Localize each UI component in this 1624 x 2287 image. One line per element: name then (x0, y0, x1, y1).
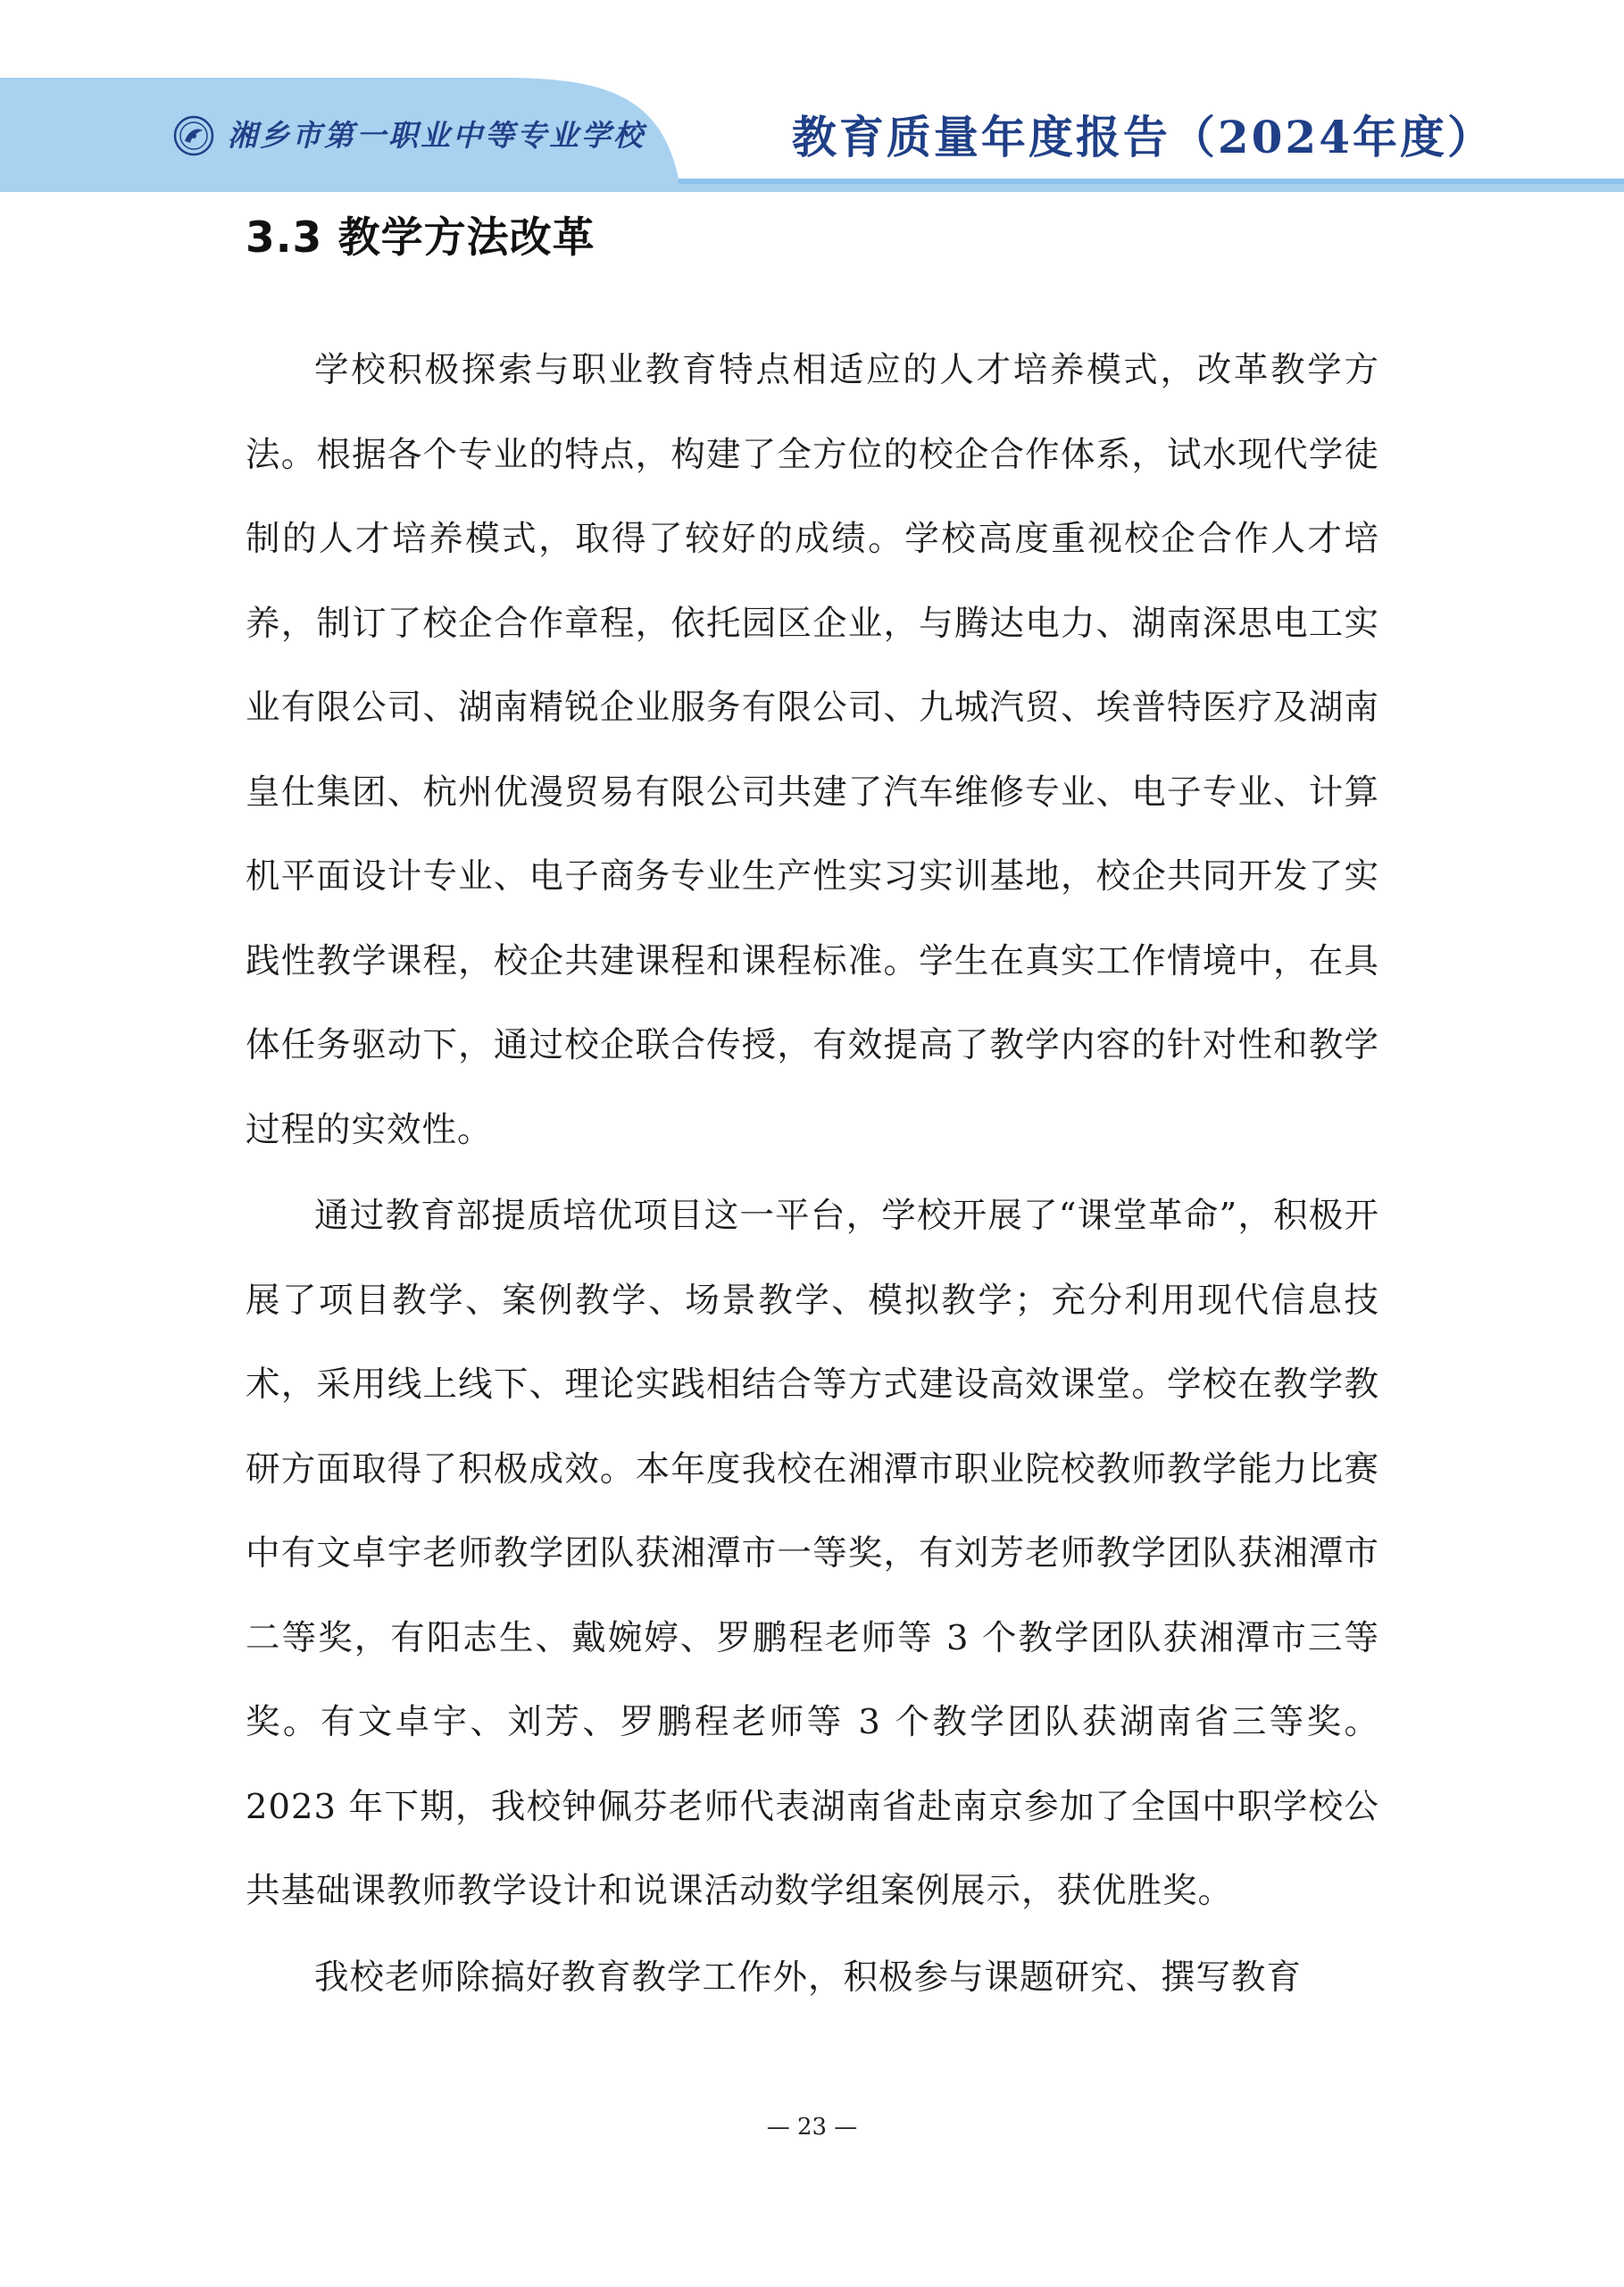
page-header (0, 0, 1624, 192)
school-emblem-icon (172, 114, 215, 157)
report-title: 教育质量年度报告（2024年度） (791, 111, 1495, 163)
body-text (246, 329, 1379, 2022)
page-number: — 23 — (766, 2114, 858, 2141)
school-name: 湘乡市第一职业中等专业学校 (228, 118, 645, 153)
section-title: 3.3 教学方法改革 (246, 213, 595, 263)
paragraph: 我校老师除搞好教育教学工作外，积极参与课题研究、撰写教育 (314, 1957, 1303, 1998)
paragraph: 学校积极探索与职业教育特点相适应的人才培养模式，改革教学方法。根据各个专业的特点，构建了全方位的校企合作体系，试水现代学徒制的人才培养模式，取得了较好的成绩。学校高度重视校企合作人才培养，制订了校企合作章程，依托园区企业，与腾达电力、湖南深思电工实业有限公司、湖南精锐企业服务有限公司、九城汽贸、埃普特医疗及湖南皇仕集团、杭州优漫贸易有限公司共建了汽车维修专业、电子专业、计算机平面设计专业、电子商务专业生产性实习实训基地，校企共同开发了实践性教学课程，校企共建课程和课程标准。学生在真实工作情境中，在具体任务驱动下，通过校企联合传授，有效提高了教学内容的针对性和教学过程的实效性。 (246, 350, 1379, 1150)
paragraph: 通过教育部提质培优项目这一平台，学校开展了“课堂革命”，积极开展了项目教学、案例教学、场景教学、模拟教学；充分利用现代信息技术，采用线上线下、理论实践相结合等方式建设高效课堂。学校在教学教研方面取得了积极成效。本年度我校在湘潭市职业院校教师教学能力比赛中有文卓宇老师教学团队获湘潭市一等奖，有刘芳老师教学团队获湘潭市二等奖，有阳志生、戴婉婷、罗鹏程老师等 3 个教学团队获湘潭市三等奖。有文卓宇、刘芳、罗鹏程老师等 3 个教学团队获湖南省三等奖。2023 年下期，我校钟佩芬老师代表湖南省赴南京参加了全国中职学校公共基础课教师教学设计和说课活动数学组案例展示，获优胜奖。 (246, 1196, 1379, 1911)
